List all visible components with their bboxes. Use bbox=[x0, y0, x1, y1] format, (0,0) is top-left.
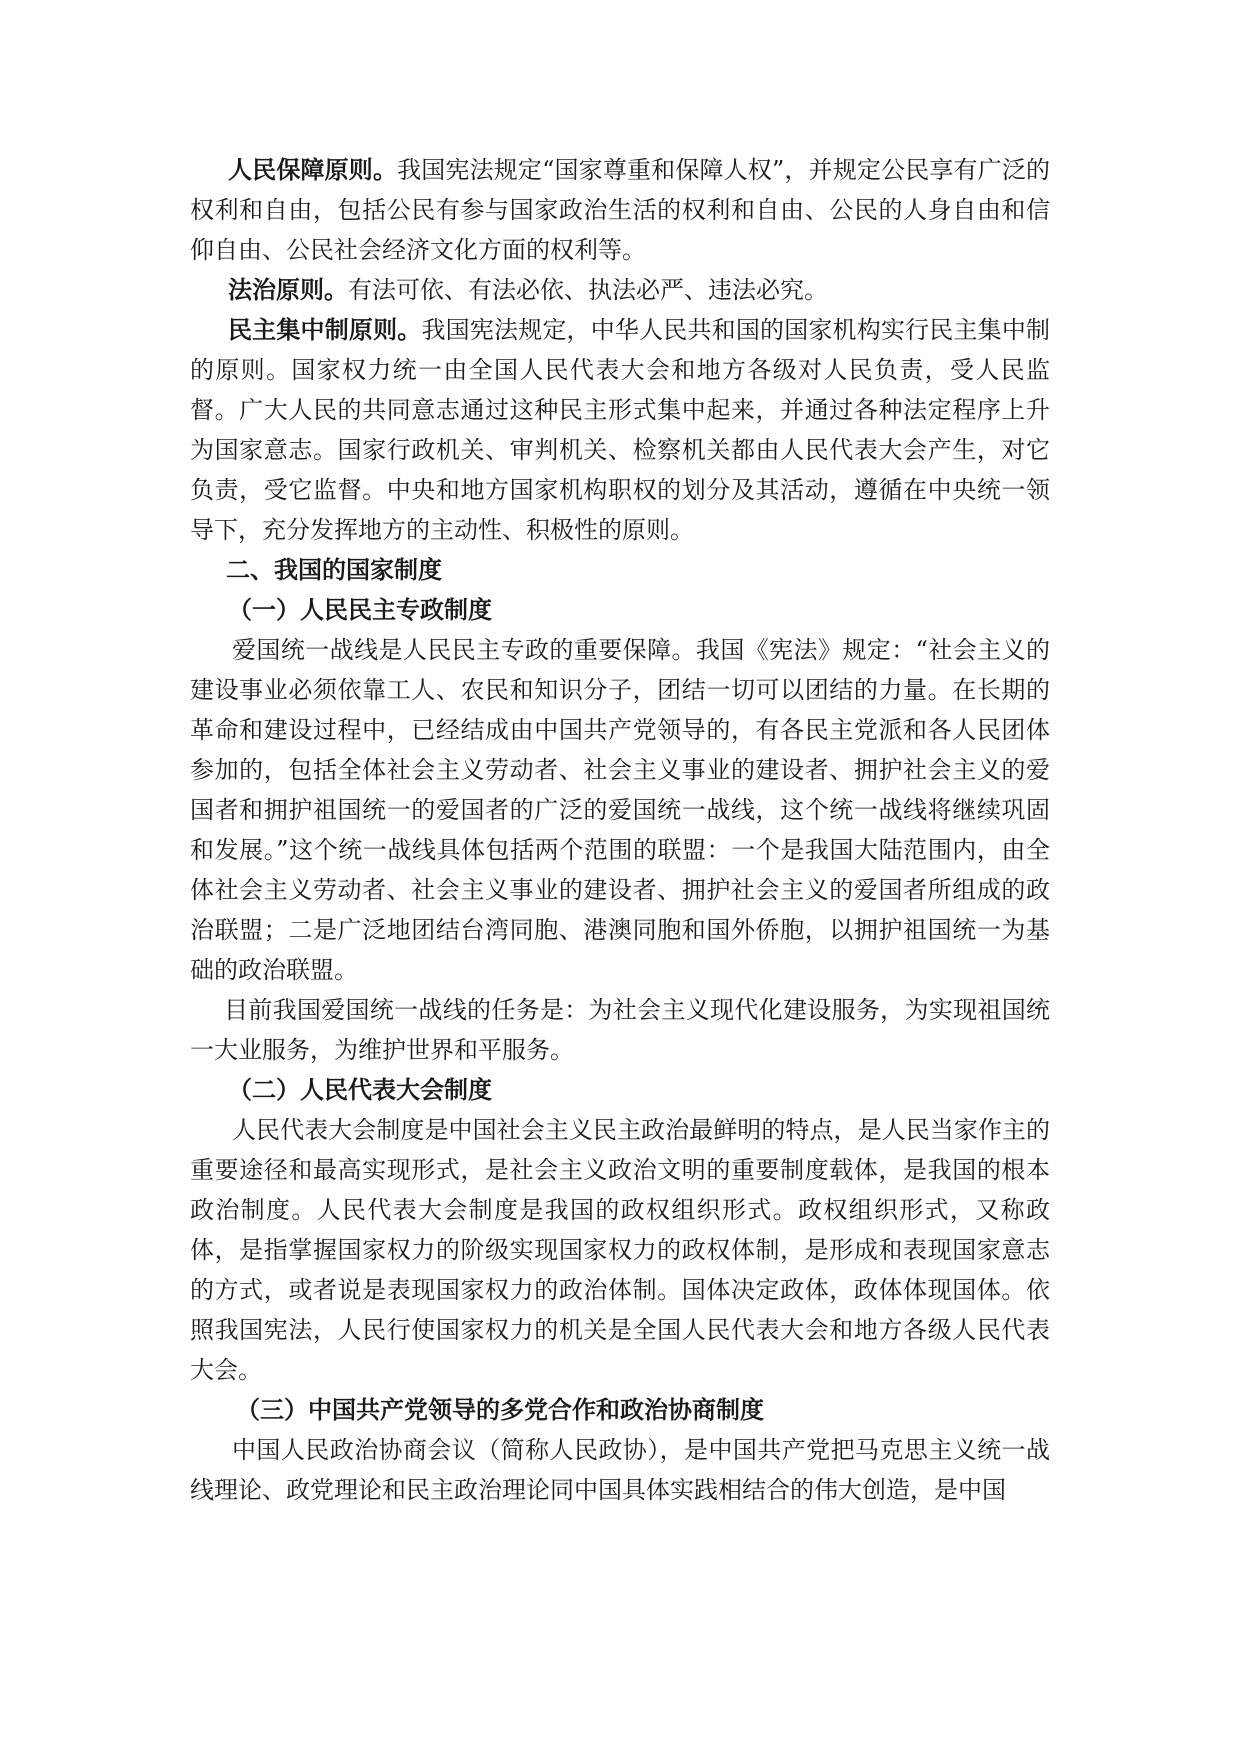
paragraph-cppcc: 中国人民政治协商会议（简称人民政协），是中国共产党把马克思主义统一战线理论、政党理论和民主政治理论同中国具体实践相结合的伟大创造，是中国 bbox=[190, 1436, 1050, 1504]
paragraph-peoples-congress: 人民代表大会制度是中国社会主义民主政治最鲜明的特点，是人民当家作主的重要途径和最高实现形式，是社会主义政治文明的重要制度载体，是我国的根本政治制度。人民代表大会制度是我国的政权组织形式。政权组织形式，又称政体，是指掌握国家权力的阶级实现国家权力的政权体制，是形成和表现国家意志的方式，或者说是表现国家权力的政治体制。国体决定政体，政体体现国体。依照我国宪法，人民行使国家权力的机关是全国人民代表大会和地方各级人民代表大会。 bbox=[190, 1116, 1050, 1384]
principle-title: 人民保障原则。 bbox=[228, 156, 398, 184]
paragraph-rule-of-law bbox=[190, 270, 1050, 310]
paragraph-people-protection bbox=[190, 150, 1050, 270]
principle-title: 法治原则。 bbox=[228, 276, 348, 304]
paragraph-text: 我国宪法规定，中华人民共和国的国家机构实行民主集中制的原则。国家权力统一由全国人民代表大会和地方各级对人民负责，受人民监督。广大人民的共同意志通过这种民主形式集中起来，并通过各种法定程序上升为国家意志。国家行政机关、审判机关、检察机关都由人民代表大会产生，对它负责，受它监督。中央和地方国家机构职权的划分及其活动，遵循在中央统一领导下，充分发挥地方的主动性、积极性的原则。 bbox=[190, 316, 1051, 544]
paragraph-text: 我国宪法规定“国家尊重和保障人权”，并规定公民享有广泛的权利和自由，包括公民有参与国家政治生活的权利和自由、公民的人身自由和信仰自由、公民社会经济文化方面的权利等。 bbox=[190, 156, 1050, 264]
document-page bbox=[190, 150, 1050, 1510]
subsection-heading: （二）人民代表大会制度 bbox=[228, 1076, 492, 1104]
paragraph-democratic-centralism bbox=[190, 310, 1050, 550]
principle-title: 民主集中制原则。 bbox=[228, 316, 422, 344]
paragraph-united-front-tasks: 目前我国爱国统一战线的任务是：为社会主义现代化建设服务，为实现祖国统一大业服务，为维护世界和平服务。 bbox=[190, 996, 1050, 1064]
subsection-heading: （三）中国共产党领导的多党合作和政治协商制度 bbox=[236, 1396, 764, 1424]
subsection-heading: （一）人民民主专政制度 bbox=[228, 596, 492, 624]
paragraph-text: 有法可依、有法必依、执法必严、违法必究。 bbox=[348, 276, 828, 304]
section-heading: 二、我国的国家制度 bbox=[226, 556, 442, 584]
paragraph-united-front: 爱国统一战线是人民民主专政的重要保障。我国《宪法》规定：“社会主义的建设事业必须依靠工人、农民和知识分子，团结一切可以团结的力量。在长期的革命和建设过程中，已经结成由中国共产党领导的，有各民主党派和各人民团体参加的，包括全体社会主义劳动者、社会主义事业的建设者、拥护社会主义的爱国者和拥护祖国统一的爱国者的广泛的爱国统一战线，这个统一战线将继续巩固和发展。”这个统一战线具体包括两个范围的联盟：一个是我国大陆范围内，由全体社会主义劳动者、社会主义事业的建设者、拥护社会主义的爱国者所组成的政治联盟；二是广泛地团结台湾同胞、港澳同胞和国外侨胞，以拥护祖国统一为基础的政治联盟。 bbox=[190, 636, 1050, 984]
